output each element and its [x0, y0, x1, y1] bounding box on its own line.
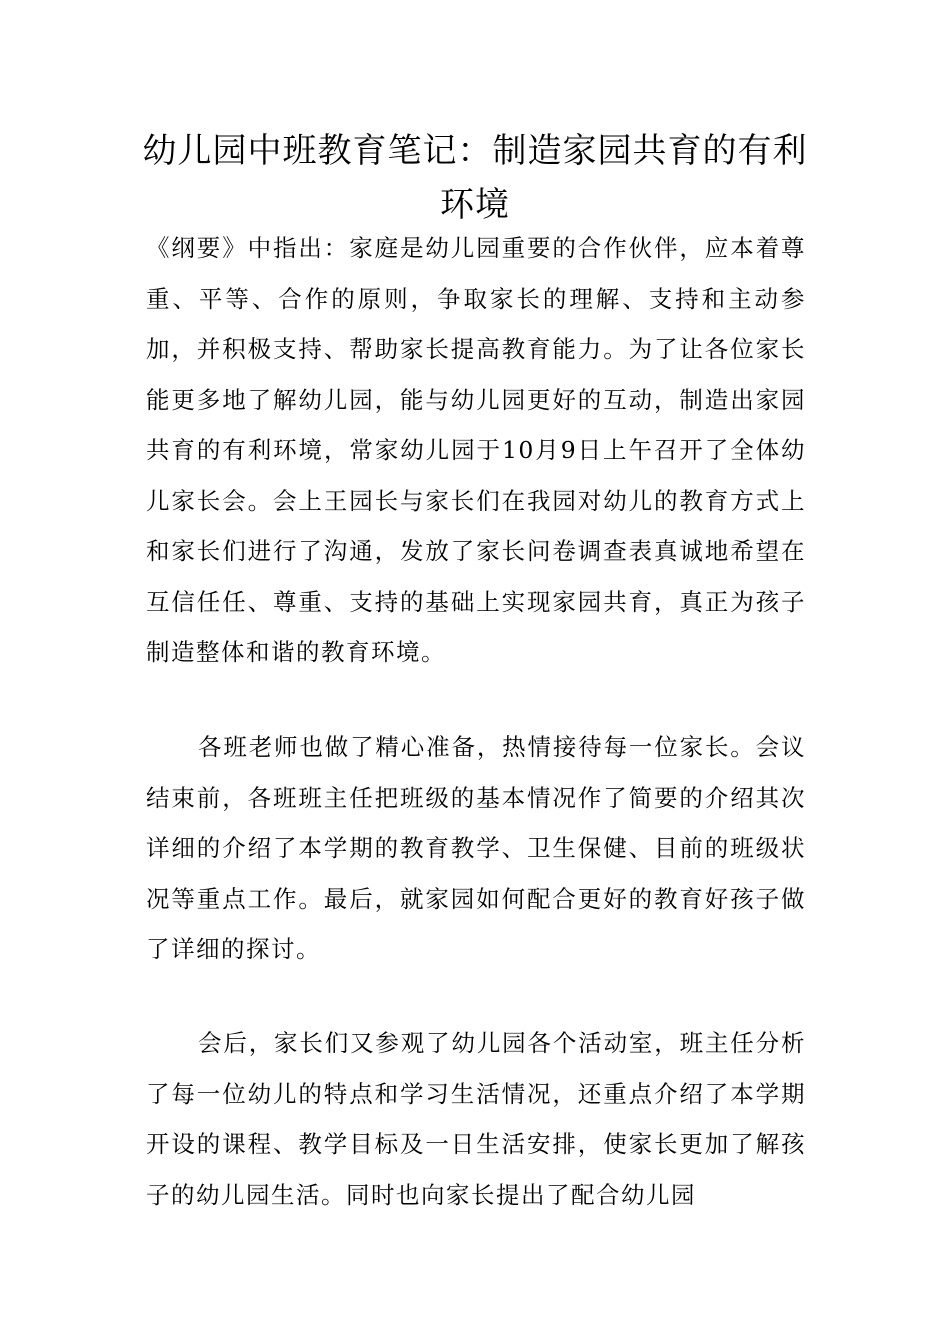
- paragraph-3: 会后，家长们又参观了幼儿园各个活动室，班主任分析了每一位幼儿的特点和学习生活情况，还重点介绍了本学期开设的课程、教学目标及一日生活安排，使家长更加了解孩子的幼儿园生活。同时也向家长提出了配合幼儿园: [146, 1029, 806, 1209]
- document-title: 幼儿园中班教育笔记：制造家园共育的有利环境: [142, 131, 808, 225]
- paragraph-2: 各班老师也做了精心准备，热情接待每一位家长。会议结束前，各班班主任把班级的基本情况作了简要的介绍其次详细的介绍了本学期的教育教学、卫生保健、目前的班级状况等重点工作。最后，就家园如何配合更好的教育好孩子做了详细的探讨。: [146, 733, 806, 963]
- paragraph-1: 《纲要》中指出：家庭是幼儿园重要的合作伙伴，应本着尊重、平等、合作的原则，争取家长的理解、支持和主动参加，并积极支持、帮助家长提高教育能力。为了让各位家长能更多地了解幼儿园，能与幼儿园更好的互动，制造出家园共育的有利环境，常家幼儿园于10月9日上午召开了全体幼儿家长会。会上王园长与家长们在我园对幼儿的教育方式上和家长们进行了沟通，发放了家长问卷调查表真诚地希望在互信任任、尊重、支持的基础上实现家园共育，真正为孩子制造整体和谐的教育环境。: [146, 234, 806, 666]
